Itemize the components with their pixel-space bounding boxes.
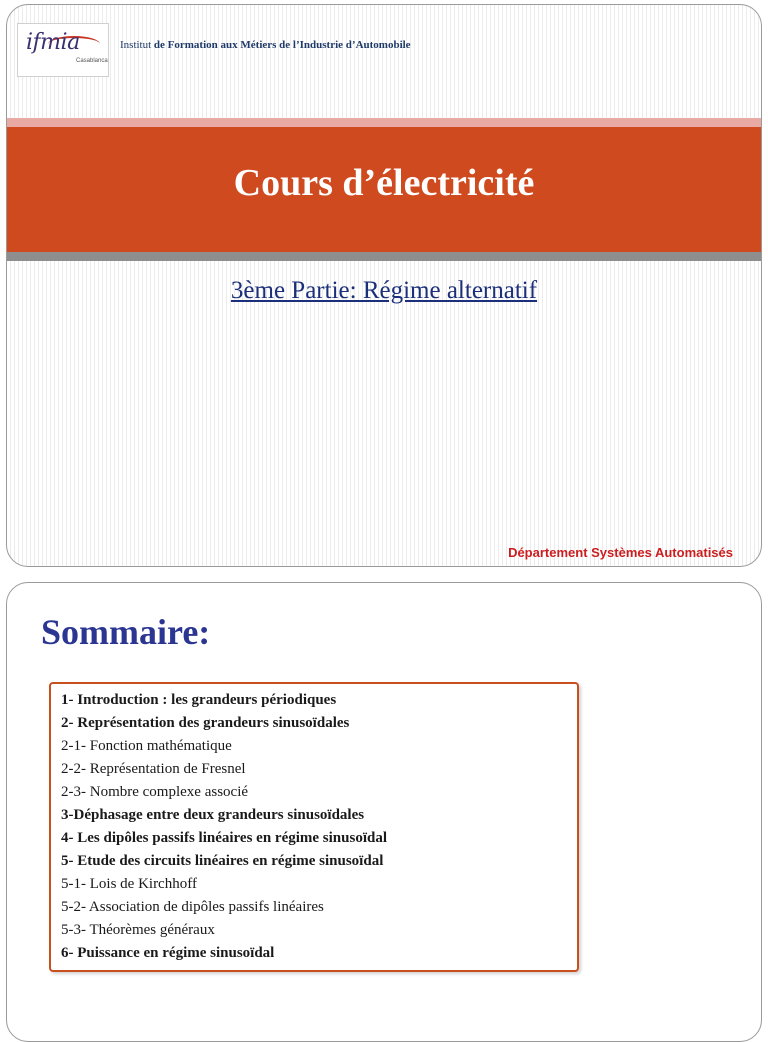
logo-subtext: Casablanca (76, 58, 108, 64)
title-slide (6, 4, 762, 567)
course-title: Cours d’électricité (233, 162, 535, 204)
part-subtitle: 3ème Partie: Régime alternatif (230, 277, 538, 304)
logo-text: ifmia (26, 30, 80, 55)
toc-item: 5-3- Théorèmes généraux (61, 922, 215, 938)
summary-slide (6, 582, 762, 1042)
department-label: Département Systèmes Automatisés (508, 545, 733, 560)
toc-item: 4- Les dipôles passifs linéaires en régime sinusoïdal (61, 830, 388, 846)
toc-item: 2-3- Nombre complexe associé (61, 784, 249, 800)
toc-item: 6- Puissance en régime sinusoïdal (61, 945, 275, 961)
toc-item: 2-2- Représentation de Fresnel (61, 761, 246, 777)
institute-prefix: Institut (120, 39, 152, 51)
toc-item: 5- Etude des circuits linéaires en régime sinusoïdal (61, 853, 384, 869)
toc-item: 3-Déphasage entre deux grandeurs sinusoïdales (61, 807, 365, 823)
title-bottom-band (7, 252, 761, 261)
toc-item: 5-2- Association de dipôles passifs linéaires (61, 899, 324, 915)
summary-title: Sommaire: (41, 612, 211, 652)
ifmia-logo (17, 23, 109, 77)
table-of-contents (49, 682, 579, 972)
toc-item: 5-1- Lois de Kirchhoff (61, 876, 197, 892)
toc-item: 1- Introduction : les grandeurs périodiques (61, 692, 337, 708)
institute-name (120, 39, 411, 51)
title-top-band (7, 118, 761, 127)
toc-item: 2- Représentation des grandeurs sinusoïdales (61, 715, 350, 731)
toc-item: 2-1- Fonction mathématique (61, 738, 232, 754)
institute-rest: de Formation aux Métiers de l’Industrie d’Automobile (153, 39, 411, 51)
